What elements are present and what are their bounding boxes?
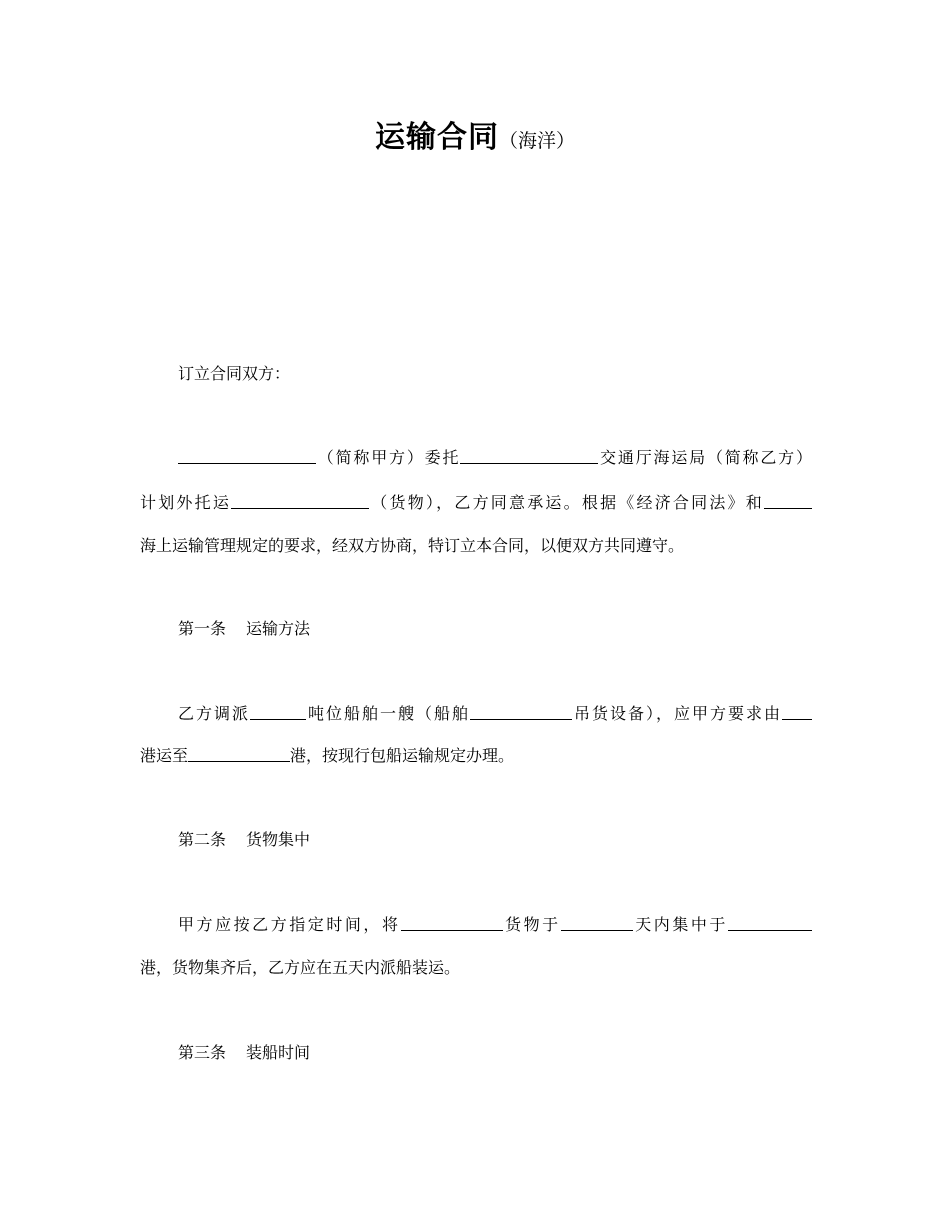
article1-text-e: 港，按现行包船运输规定办理。 xyxy=(290,746,515,765)
article1-line2 xyxy=(140,744,812,768)
article2-text-b: 货物于 xyxy=(502,915,561,934)
destination-port-blank[interactable] xyxy=(188,746,290,762)
article2-title: 货物集中 xyxy=(246,830,311,849)
para1-line2 xyxy=(140,491,812,515)
article1-text-a: 乙方调派 xyxy=(178,704,250,723)
para1-line1 xyxy=(178,446,812,470)
party-b-suffix: 交通厅海运局（简称乙方） xyxy=(598,448,812,467)
article2-text-a: 甲方应按乙方指定时间，将 xyxy=(178,915,401,934)
regulation-blank[interactable] xyxy=(764,493,812,509)
article2-number: 第二条 xyxy=(178,830,227,849)
goods-suffix: （货物），乙方同意承运。根据《经济合同法》和 xyxy=(369,493,764,512)
article3-title: 装船时间 xyxy=(246,1043,311,1062)
collection-port-blank[interactable] xyxy=(728,915,812,931)
article3-number: 第三条 xyxy=(178,1043,227,1062)
goods-quantity-blank[interactable] xyxy=(401,915,503,931)
article2-heading xyxy=(178,828,812,852)
article1-text-c: 吊货设备），应甲方要求由 xyxy=(571,704,782,723)
party-a-blank[interactable] xyxy=(178,448,316,464)
party-a-suffix: （简称甲方）委托 xyxy=(316,448,461,467)
parties-label: 订立合同双方： xyxy=(178,364,291,383)
plan-prefix: 计划外托运 xyxy=(140,493,232,512)
goods-blank[interactable] xyxy=(231,493,369,509)
para1-line3: 海上运输管理规定的要求，经双方协商，特订立本合同，以便双方共同遵守。 xyxy=(140,536,685,555)
origin-port-blank[interactable] xyxy=(782,704,812,720)
title-main: 运输合同 xyxy=(374,120,499,155)
article1-text-d: 港运至 xyxy=(140,746,189,765)
party-b-blank[interactable] xyxy=(460,448,598,464)
document-title xyxy=(0,112,950,156)
article2-line2: 港，货物集齐后，乙方应在五天内派船装运。 xyxy=(140,958,461,977)
days-blank[interactable] xyxy=(561,915,633,931)
article1-number: 第一条 xyxy=(178,619,227,638)
article1-title: 运输方法 xyxy=(246,619,311,638)
article1-text-b: 吨位船舶一艘（船舶 xyxy=(306,704,470,723)
article1-line1 xyxy=(178,702,812,726)
article3-heading xyxy=(178,1041,812,1065)
tonnage-blank[interactable] xyxy=(250,704,306,720)
article2-line1 xyxy=(178,913,812,937)
article1-heading xyxy=(178,617,812,641)
ship-name-blank[interactable] xyxy=(470,704,572,720)
article2-text-c: 天内集中于 xyxy=(632,915,728,934)
title-sub: （海洋） xyxy=(498,130,575,152)
